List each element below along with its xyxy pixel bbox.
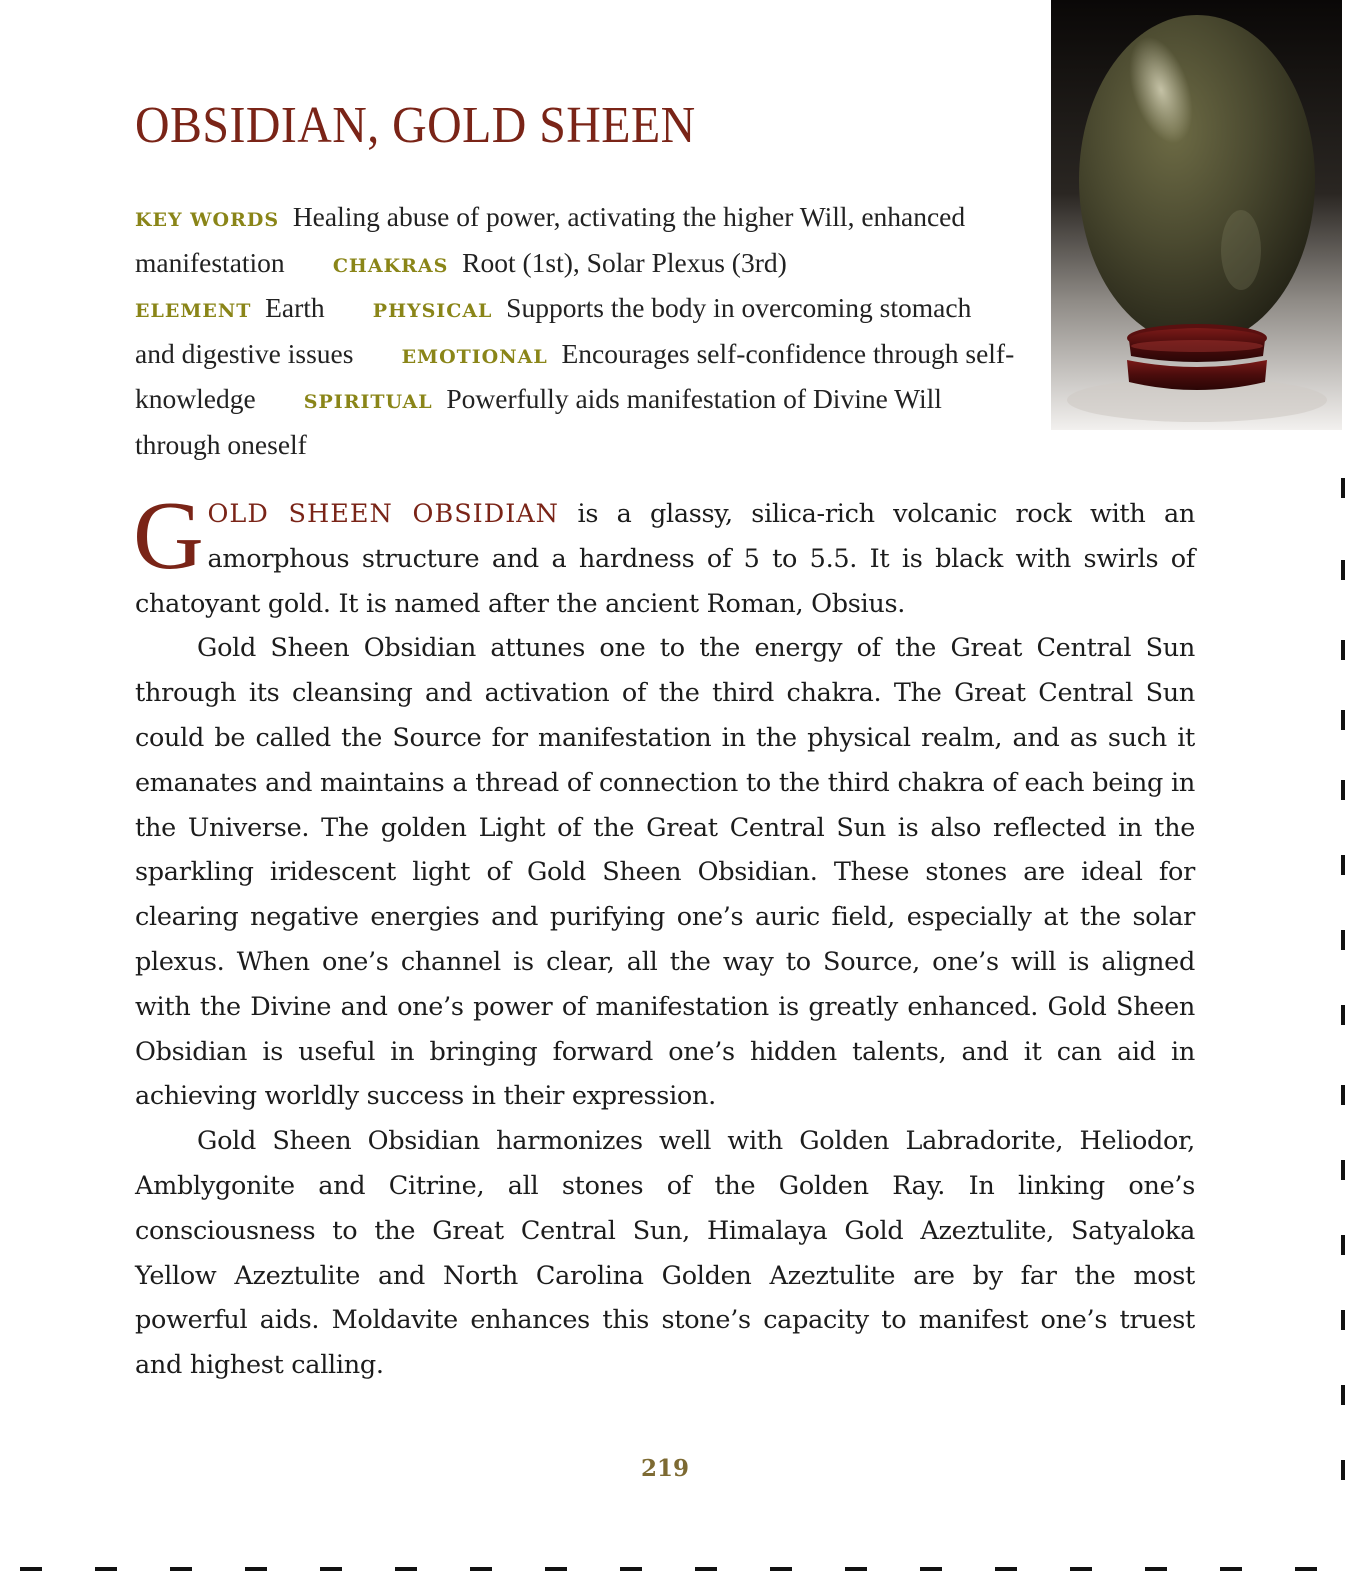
drop-cap: G bbox=[133, 482, 204, 590]
page-number: 219 bbox=[640, 1455, 689, 1482]
property-value: Supports the body in overcoming stomach and digestive issues bbox=[135, 292, 972, 369]
property-label: KEY WORDS bbox=[135, 209, 280, 231]
paragraph-text: is a glassy, silica-rich volcanic rock with an amorphous structure and a hardness of 5 to 5.5. It is black with swirls of chatoyant gold. It is named after the ancient Roman, Obsius. bbox=[135, 499, 1195, 619]
body-paragraph-1 bbox=[133, 482, 1195, 626]
property-value: Encourages self-confidence through self-knowledge bbox=[135, 337, 1015, 415]
properties-block bbox=[135, 196, 1015, 466]
body-paragraph-3: Gold Sheen Obsidian harmonizes well with Golden Labradorite, Heliodor, Amblygonite and Citrine, all stones of the Golden Ray. In linking one’s consciousness to the Great Central Sun, Himalaya Gold Azeztulite, Satyaloka Yellow Azeztulite and North Carolina Golden Azeztulite are by far the most powerful aids. Moldavite enhances this stone’s capacity to manifest one’s truest and highest calling. bbox=[135, 1126, 1195, 1381]
property-label: PHYSICAL bbox=[372, 300, 493, 323]
property-value: Healing abuse of power, activating the higher Will, enhanced manifestation bbox=[135, 201, 966, 278]
property-label: ELEMENT bbox=[135, 300, 252, 323]
property-element bbox=[135, 292, 325, 323]
body-text bbox=[133, 482, 1195, 1388]
property-value: Powerfully aids manifestation of Divine Will through oneself bbox=[135, 383, 942, 460]
property-label: SPIRITUAL bbox=[303, 391, 433, 414]
property-value: Root (1st), Solar Plexus (3rd) bbox=[462, 246, 787, 278]
lead-caps: OLD SHEEN OBSIDIAN bbox=[207, 499, 559, 529]
property-spiritual bbox=[135, 383, 942, 460]
property-label: CHAKRAS bbox=[332, 254, 449, 277]
property-label: EMOTIONAL bbox=[401, 345, 548, 368]
property-value: Earth bbox=[265, 292, 325, 324]
edge-marks-right bbox=[1341, 0, 1347, 1572]
stone-photo bbox=[1051, 0, 1342, 430]
property-chakras bbox=[333, 247, 787, 278]
page-title: OBSIDIAN, GOLD SHEEN bbox=[135, 97, 696, 154]
body-paragraph-2: Gold Sheen Obsidian attunes one to the energy of the Great Central Sun through its cleansing and activation of the third chakra. The Great Central Sun could be called the Source for manifestation in the physical realm, and as such it emanates and maintains a thread of connection to the third chakra of each being in the Universe. The golden Light of the Great Central Sun is also reflected in the sparkling iridescent light of Gold Sheen Obsidian. These stones are ideal for clearing negative energies and purifying one’s auric field, especially at the solar plexus. When one’s channel is clear, all the way to Source, one’s will is aligned with the Divine and one’s power of manifestation is greatly enhanced. Gold Sheen Obsidian is useful in bringing forward one’s hidden talents, and it can aid in achieving worldly success in their expression. bbox=[135, 633, 1195, 1112]
edge-marks-bottom bbox=[0, 1564, 1347, 1572]
